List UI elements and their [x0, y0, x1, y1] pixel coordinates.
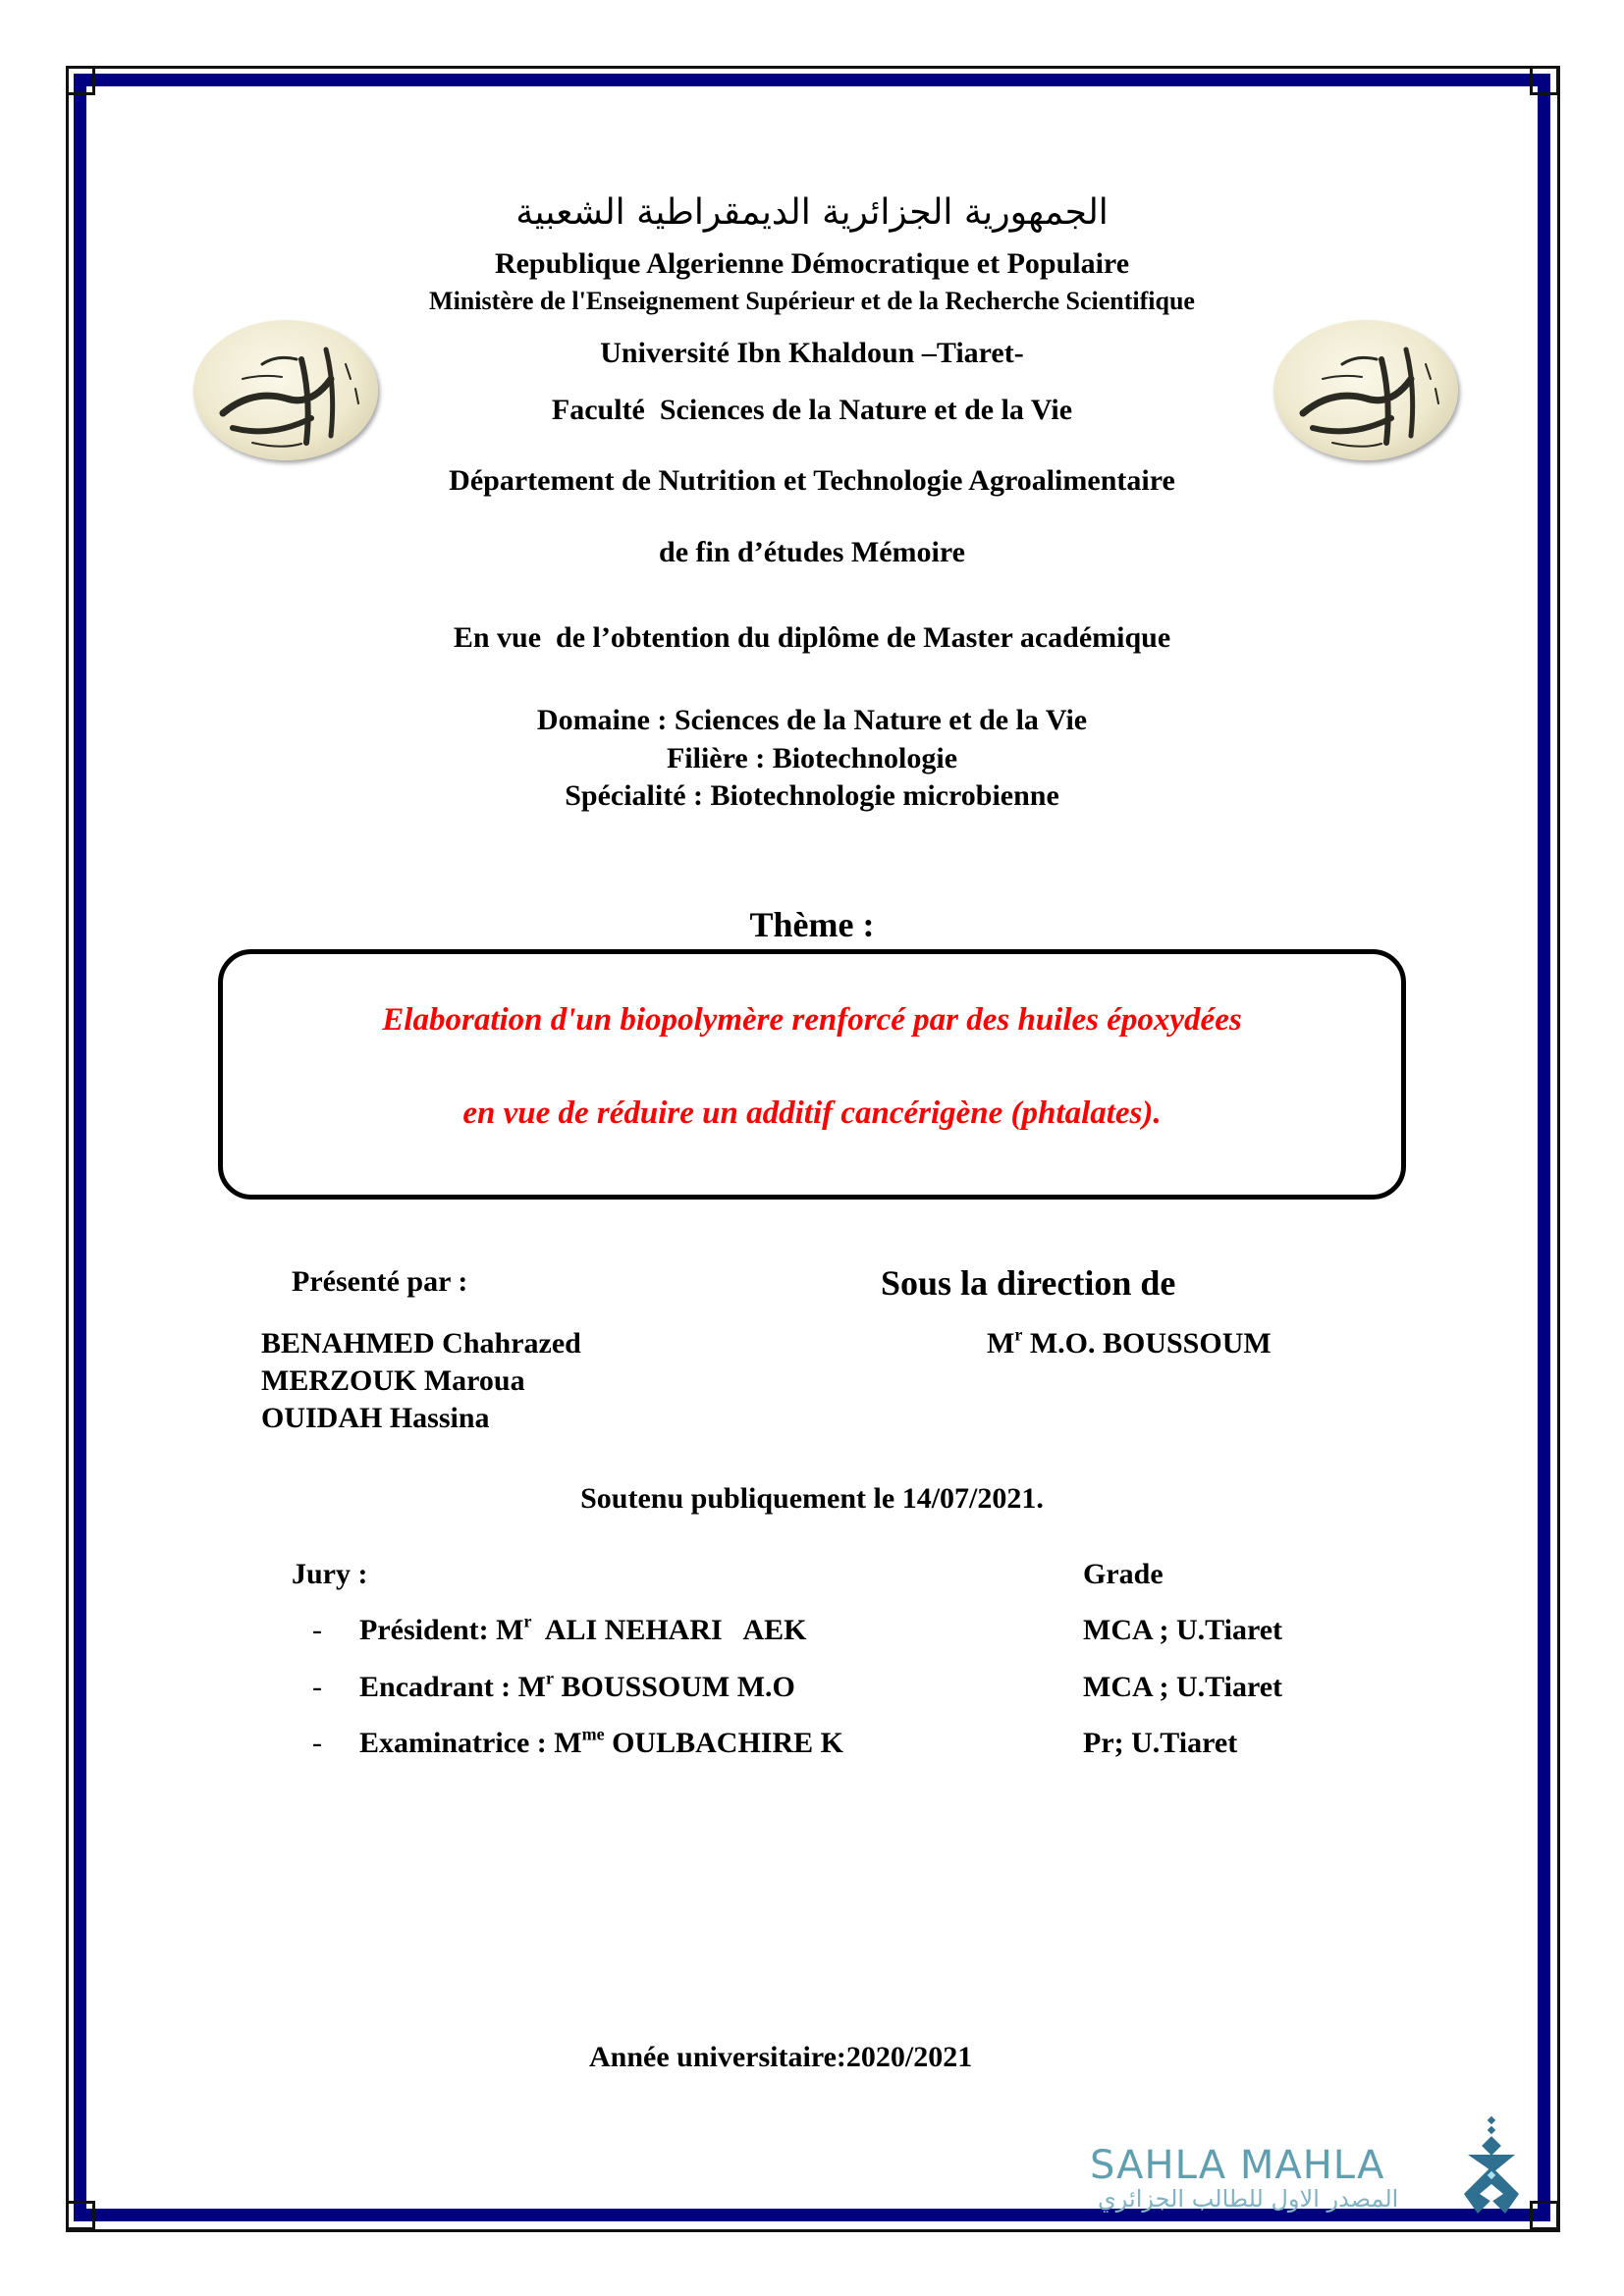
- specialty-line: Spécialité : Biotechnologie microbienne: [565, 779, 1059, 812]
- presenter-name: MERZOUK Maroua: [261, 1364, 525, 1397]
- jury-member-grade: MCA ; U.Tiaret: [1083, 1671, 1283, 1703]
- jury-bullet: -: [312, 1614, 322, 1646]
- frame-corner-tl: [66, 66, 95, 95]
- university-name: Université Ibn Khaldoun –Tiaret-: [600, 337, 1024, 369]
- theme-title-line-1: Elaboration d'un biopolymère renforcé par des huiles époxydées: [382, 1002, 1242, 1038]
- watermark-brand: SAHLA MAHLA: [1090, 2143, 1385, 2188]
- degree-purpose: En vue de l’obtention du diplôme de Master académique: [453, 621, 1171, 654]
- field-line: Filière : Biotechnologie: [666, 742, 958, 774]
- jury-bullet: -: [312, 1671, 322, 1703]
- supervisor-name-text: M.O. BOUSSOUM: [1022, 1327, 1272, 1360]
- supervisor-title: M: [987, 1327, 1015, 1360]
- memoir-label: de fin d’études Mémoire: [659, 536, 965, 568]
- jury-name: OULBACHIRE K: [604, 1727, 843, 1759]
- jury-member-name: [359, 1724, 843, 1760]
- jury-member-grade: MCA ; U.Tiaret: [1083, 1614, 1283, 1646]
- jury-label: Jury :: [292, 1558, 368, 1590]
- frame-corner-br: [1530, 2201, 1559, 2230]
- jury-title-sup: r: [546, 1668, 554, 1688]
- theme-box: [218, 949, 1406, 1200]
- sahla-mahla-emblem-icon: [1458, 2115, 1527, 2223]
- jury-role: Examinatrice : M: [359, 1727, 582, 1759]
- jury-name: ALI NEHARI AEK: [531, 1614, 807, 1646]
- frame-corner-bl: [66, 2201, 95, 2230]
- republic-title: Republique Algerienne Démocratique et Populaire: [494, 247, 1130, 280]
- frame-corner-tr: [1530, 66, 1559, 95]
- presented-by-label: Présenté par :: [292, 1265, 468, 1298]
- watermark-tagline: المصدر الاول للطالب الجزائري: [1098, 2185, 1399, 2213]
- jury-role: Président: M: [359, 1614, 524, 1646]
- jury-title-sup: r: [523, 1611, 532, 1631]
- ministry-title: Ministère de l'Enseignement Supérieur et de la Recherche Scientifique: [429, 287, 1195, 315]
- jury-member-grade: Pr; U.Tiaret: [1083, 1727, 1238, 1759]
- jury-member-name: [359, 1668, 795, 1704]
- supervision-label: Sous la direction de: [881, 1263, 1176, 1303]
- defense-date: Soutenu publiquement le 14/07/2021.: [580, 1482, 1044, 1515]
- jury-title-sup: me: [581, 1724, 605, 1744]
- grade-label: Grade: [1083, 1558, 1164, 1590]
- faculty-name: Faculté Sciences de la Nature et de la Vie: [551, 394, 1073, 426]
- arabic-country-title: الجمهورية الجزائرية الديمقراطية الشعبية: [515, 192, 1109, 233]
- department-name: Département de Nutrition et Technologie Agroalimentaire: [449, 464, 1175, 497]
- frame-band-top: [74, 74, 1549, 86]
- domain-line: Domaine : Sciences de la Nature et de la Vie: [536, 704, 1088, 736]
- theme-label: Thème :: [749, 905, 875, 944]
- presenter-name: BENAHMED Chahrazed: [261, 1327, 581, 1360]
- theme-title-line-2: en vue de réduire un additif cancérigène (phtalates).: [462, 1095, 1162, 1131]
- jury-member-name: [359, 1611, 807, 1647]
- jury-bullet: -: [312, 1727, 322, 1759]
- supervisor-title-sup: r: [1014, 1324, 1023, 1345]
- supervisor-name: [987, 1324, 1272, 1361]
- presenter-name: OUIDAH Hassina: [261, 1402, 490, 1434]
- jury-role: Encadrant : M: [359, 1671, 546, 1703]
- jury-name: BOUSSOUM M.O: [554, 1671, 795, 1703]
- academic-year: Année universitaire:2020/2021: [589, 2041, 973, 2073]
